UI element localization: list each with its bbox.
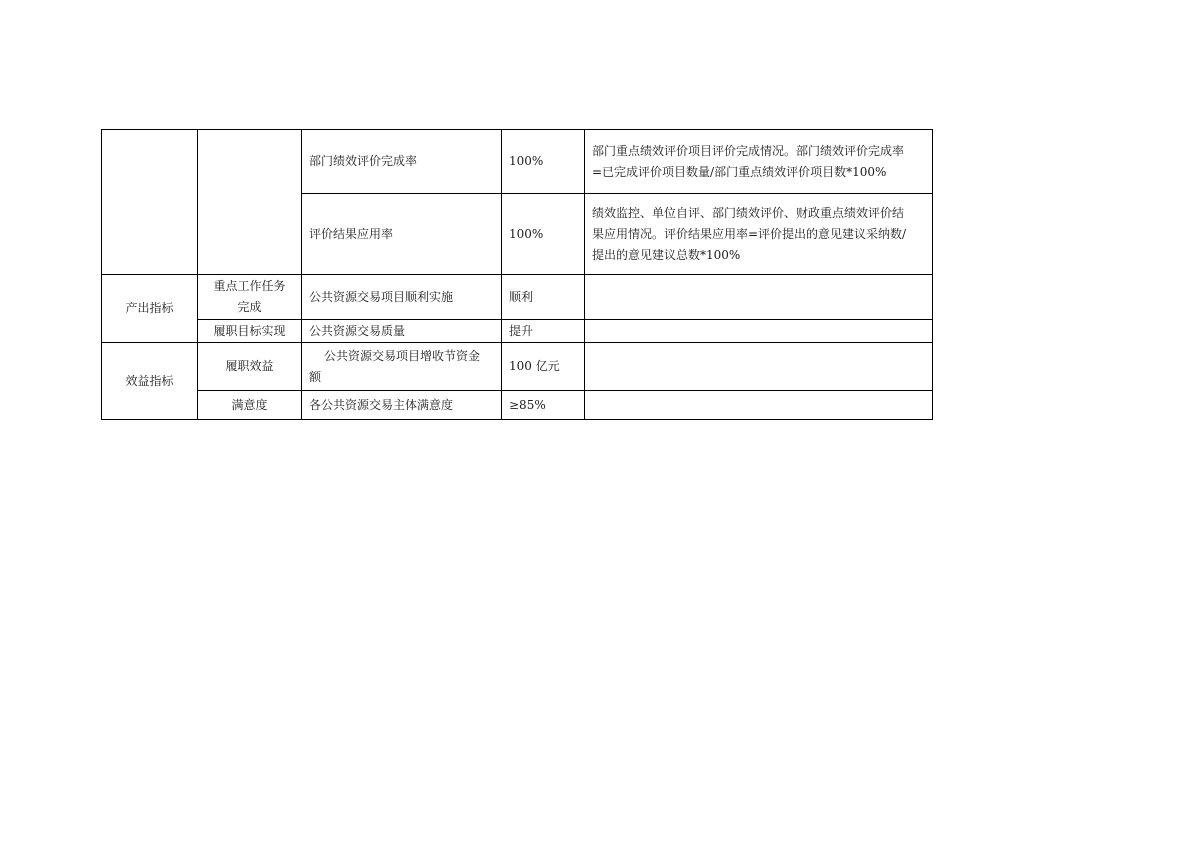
subcategory-label: 履职效益 bbox=[225, 359, 274, 373]
indicator-name-cell bbox=[302, 194, 502, 275]
table-row bbox=[102, 320, 933, 343]
target-value-cell bbox=[502, 194, 585, 275]
description-line: 部门重点绩效评价项目评价完成情况。部门绩效评价完成率 bbox=[592, 143, 905, 158]
target-value-cell bbox=[502, 275, 585, 320]
subcategory-cell bbox=[198, 391, 302, 420]
indicator-name-line: 公共资源交易项目增收节资金 bbox=[324, 348, 481, 363]
description-line: 果应用情况。评价结果应用率=评价提出的意见建议采纳数/ bbox=[592, 226, 907, 241]
subcategory-cell bbox=[198, 320, 302, 343]
indicator-name-cell bbox=[302, 130, 502, 194]
table-row bbox=[102, 275, 933, 320]
indicator-name-line: 额 bbox=[309, 369, 322, 384]
target-value: 100 亿元 bbox=[509, 359, 560, 373]
target-value-cell bbox=[502, 343, 585, 391]
target-value: 提升 bbox=[509, 323, 534, 338]
category-cell-empty bbox=[102, 130, 198, 275]
description-cell bbox=[585, 391, 933, 420]
description-cell bbox=[585, 343, 933, 391]
description-cell bbox=[585, 194, 933, 275]
subcategory-label: 满意度 bbox=[231, 397, 268, 412]
indicator-name: 公共资源交易项目顺利实施 bbox=[309, 289, 454, 304]
table-row bbox=[102, 343, 933, 391]
category-label: 产出指标 bbox=[125, 301, 174, 315]
subcategory-label: 重点工作任务 bbox=[213, 279, 286, 293]
target-value: ≥85% bbox=[509, 397, 546, 412]
indicator-name: 部门绩效评价完成率 bbox=[309, 154, 418, 168]
category-label: 效益指标 bbox=[125, 373, 174, 388]
indicator-name-cell bbox=[302, 343, 502, 391]
performance-indicator-table bbox=[101, 129, 933, 420]
table-row bbox=[102, 391, 933, 420]
indicator-name: 公共资源交易质量 bbox=[309, 323, 406, 338]
description-cell bbox=[585, 275, 933, 320]
indicator-name: 评价结果应用率 bbox=[309, 226, 394, 241]
subcategory-cell bbox=[198, 343, 302, 391]
subcategory-cell-empty bbox=[198, 130, 302, 275]
category-cell bbox=[102, 343, 198, 420]
indicator-name-cell bbox=[302, 391, 502, 420]
description-cell bbox=[585, 320, 933, 343]
target-value-cell bbox=[502, 391, 585, 420]
indicator-name-cell bbox=[302, 275, 502, 320]
indicator-name: 各公共资源交易主体满意度 bbox=[309, 397, 454, 412]
target-value: 顺利 bbox=[509, 289, 534, 304]
target-value-cell bbox=[502, 320, 585, 343]
category-cell bbox=[102, 275, 198, 343]
subcategory-label: 完成 bbox=[237, 300, 262, 314]
description-line: =已完成评价项目数量/部门重点绩效评价项目数*100% bbox=[592, 164, 887, 179]
description-cell bbox=[585, 130, 933, 194]
description-line: 绩效监控、单位自评、部门绩效评价、财政重点绩效评价结 bbox=[592, 205, 905, 220]
target-value: 100% bbox=[509, 226, 544, 241]
description-line: 提出的意见建议总数*100% bbox=[592, 247, 741, 262]
subcategory-label: 履职目标实现 bbox=[213, 323, 286, 338]
target-value-cell bbox=[502, 130, 585, 194]
target-value: 100% bbox=[509, 154, 544, 168]
subcategory-cell bbox=[198, 275, 302, 320]
table-row bbox=[102, 130, 933, 194]
indicator-name-cell bbox=[302, 320, 502, 343]
